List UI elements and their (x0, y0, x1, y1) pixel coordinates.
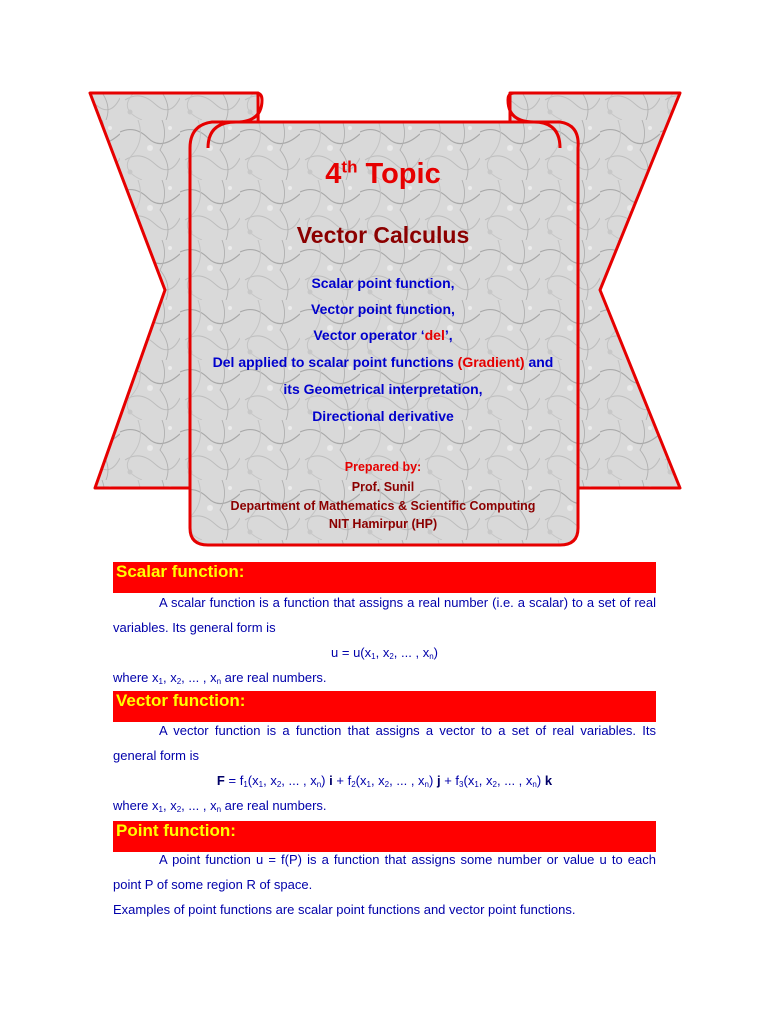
point-definition: A point function u = f(P) is a function that assigns some number or value u to each point P of some region R of space. (113, 852, 656, 892)
topic-item-del: Vector operator ‘del’, (313, 327, 453, 343)
page-title: Vector Calculus (296, 222, 470, 248)
section-heading-scalar: Scalar function: (113, 562, 656, 593)
topic-item-scalar: Scalar point function, (311, 275, 455, 291)
department-name: Department of Mathematics & Scientific Computing (230, 499, 536, 513)
topic-heading: 4th Topic (325, 157, 441, 190)
topic-item-vector: Vector point function, (311, 301, 455, 317)
scalar-definition: A scalar function is a function that assigns a real number (i.e. a scalar) to a set of real variables. Its general form is (113, 595, 656, 635)
institute-name: NIT Hamirpur (HP) (328, 517, 438, 531)
prepared-by-label: Prepared by: (344, 460, 422, 474)
scalar-section-body (113, 590, 656, 690)
vector-definition: A vector function is a function that assigns a vector to a set of real variables. Its general form is (113, 723, 656, 763)
topic-item-gradient: Del applied to scalar point functions (Gradient) and (212, 354, 554, 370)
vector-section-body (113, 718, 656, 818)
topic-item-directional: Directional derivative (312, 408, 454, 424)
topic-item-geometric: its Geometrical interpretation, (283, 381, 483, 397)
vector-where: where $x_1$, $x_2$, ... , $x_n$ are real numbers. (113, 798, 327, 814)
scalar-where: where $x_1$, $x_2$, ... , $x_n$ are real numbers. (113, 670, 327, 686)
point-section-body (113, 847, 656, 922)
scalar-formula: $u = u(x_1$, $x_2$, ... , $x_n$) (331, 645, 438, 661)
author-name: Prof. Sunil (351, 480, 415, 494)
section-heading-vector: Vector function: (113, 691, 656, 722)
point-examples: Examples of point functions are scalar point functions and vector point functions. (113, 902, 576, 917)
vector-formula: $F = f_1(x_1$, $x_2$, ... , $x_n$) $i + f_2(x_1$, $x_2$, ... , $x_n$) $j + f_3(x_1$, $x_2$, ... , $x_n$) k (216, 773, 553, 789)
section-heading-point: Point function: (113, 821, 656, 852)
